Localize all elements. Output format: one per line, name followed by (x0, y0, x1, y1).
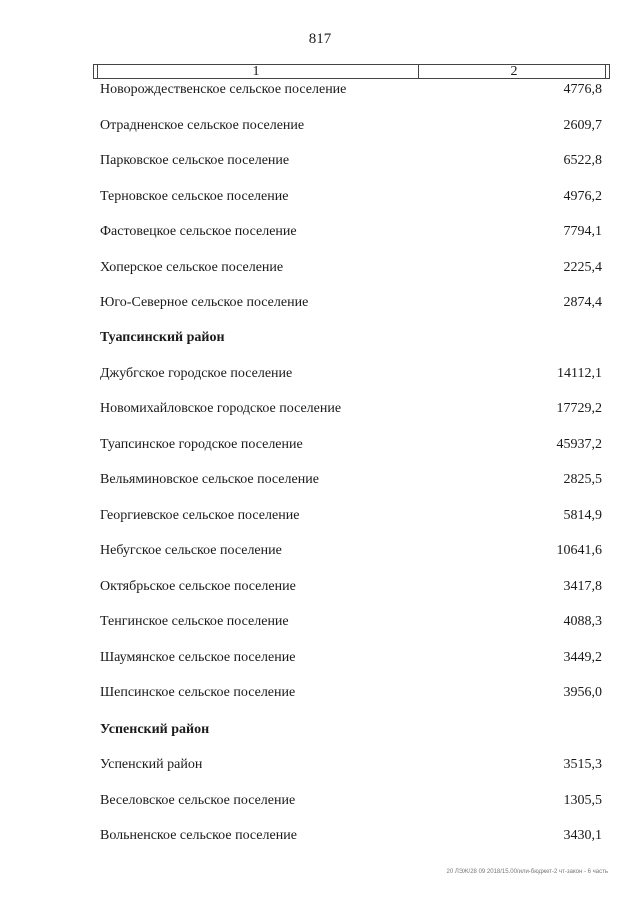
table-row (100, 258, 602, 278)
group-heading-row (100, 328, 602, 348)
row-value: 4976,2 (563, 189, 602, 204)
table-row (100, 187, 602, 207)
row-value: 1305,5 (563, 793, 602, 808)
group-heading: Туапсинский район (100, 330, 225, 345)
row-name: Шепсинское сельское поселение (100, 685, 296, 700)
row-value: 2874,4 (563, 295, 602, 310)
group-heading: Успенский район (100, 722, 210, 737)
row-value: 2609,7 (563, 118, 602, 133)
row-value: 5814,9 (563, 508, 602, 523)
group-heading-row (100, 720, 602, 740)
row-name: Парковское сельское поселение (100, 153, 290, 168)
table-row (100, 577, 602, 597)
row-name: Вольненское сельское поселение (100, 828, 297, 843)
header-col-1: 1 (94, 65, 419, 78)
table-row (100, 755, 602, 775)
row-name: Новомихайловское городское поселение (100, 401, 342, 416)
row-name: Успенский район (100, 757, 203, 772)
row-name: Новорождественское сельское поселение (100, 82, 347, 97)
row-name: Октябрьское сельское поселение (100, 579, 296, 594)
row-name: Фастовецкое сельское поселение (100, 224, 297, 239)
row-name: Веселовское сельское поселение (100, 793, 296, 808)
row-name: Джубгское городское поселение (100, 366, 293, 381)
row-value: 10641,6 (556, 543, 602, 558)
table-row (100, 541, 602, 561)
row-value: 4776,8 (563, 82, 602, 97)
table-row (100, 612, 602, 632)
row-name: Отрадненское сельское поселение (100, 118, 305, 133)
row-value: 3956,0 (563, 685, 602, 700)
row-name: Небугское сельское поселение (100, 543, 282, 558)
table-row (100, 399, 602, 419)
row-value: 7794,1 (563, 224, 602, 239)
table-row (100, 293, 602, 313)
row-value: 17729,2 (556, 401, 602, 416)
row-name: Терновское сельское поселение (100, 189, 289, 204)
row-value: 3430,1 (563, 828, 602, 843)
row-value: 3449,2 (563, 650, 602, 665)
row-value: 14112,1 (557, 366, 602, 381)
row-value: 4088,3 (563, 614, 602, 629)
row-value: 3515,3 (563, 757, 602, 772)
table-row (100, 364, 602, 384)
table-row (100, 222, 602, 242)
row-name: Юго-Северное сельское поселение (100, 295, 309, 310)
table-row (100, 470, 602, 490)
row-name: Вельяминовское сельское поселение (100, 472, 319, 487)
header-col-2: 2 (510, 64, 518, 79)
row-name: Георгиевское сельское поселение (100, 508, 300, 523)
row-value: 2825,5 (563, 472, 602, 487)
row-value: 2225,4 (563, 260, 602, 275)
table-row (100, 791, 602, 811)
table-row (100, 116, 602, 136)
table-row (100, 80, 602, 100)
table-row (100, 826, 602, 846)
document-footer: 20 ЛЭЖ/28 09 2018/15.00/или-бюджет-2 чт-закон - 6 часть (446, 869, 608, 875)
table-row (100, 648, 602, 668)
row-value: 6522,8 (563, 153, 602, 168)
row-value: 45937,2 (556, 437, 602, 452)
row-name: Туапсинское городское поселение (100, 437, 303, 452)
table-row (100, 506, 602, 526)
header-tick-right (605, 64, 606, 79)
page-number: 817 (308, 31, 332, 47)
row-name: Тенгинское сельское поселение (100, 614, 289, 629)
table-row (100, 683, 602, 703)
row-name: Хоперское сельское поселение (100, 260, 284, 275)
row-name: Шаумянское сельское поселение (100, 650, 296, 665)
table-row (100, 151, 602, 171)
row-value: 3417,8 (563, 579, 602, 594)
table-header (93, 64, 610, 79)
table-row (100, 435, 602, 455)
